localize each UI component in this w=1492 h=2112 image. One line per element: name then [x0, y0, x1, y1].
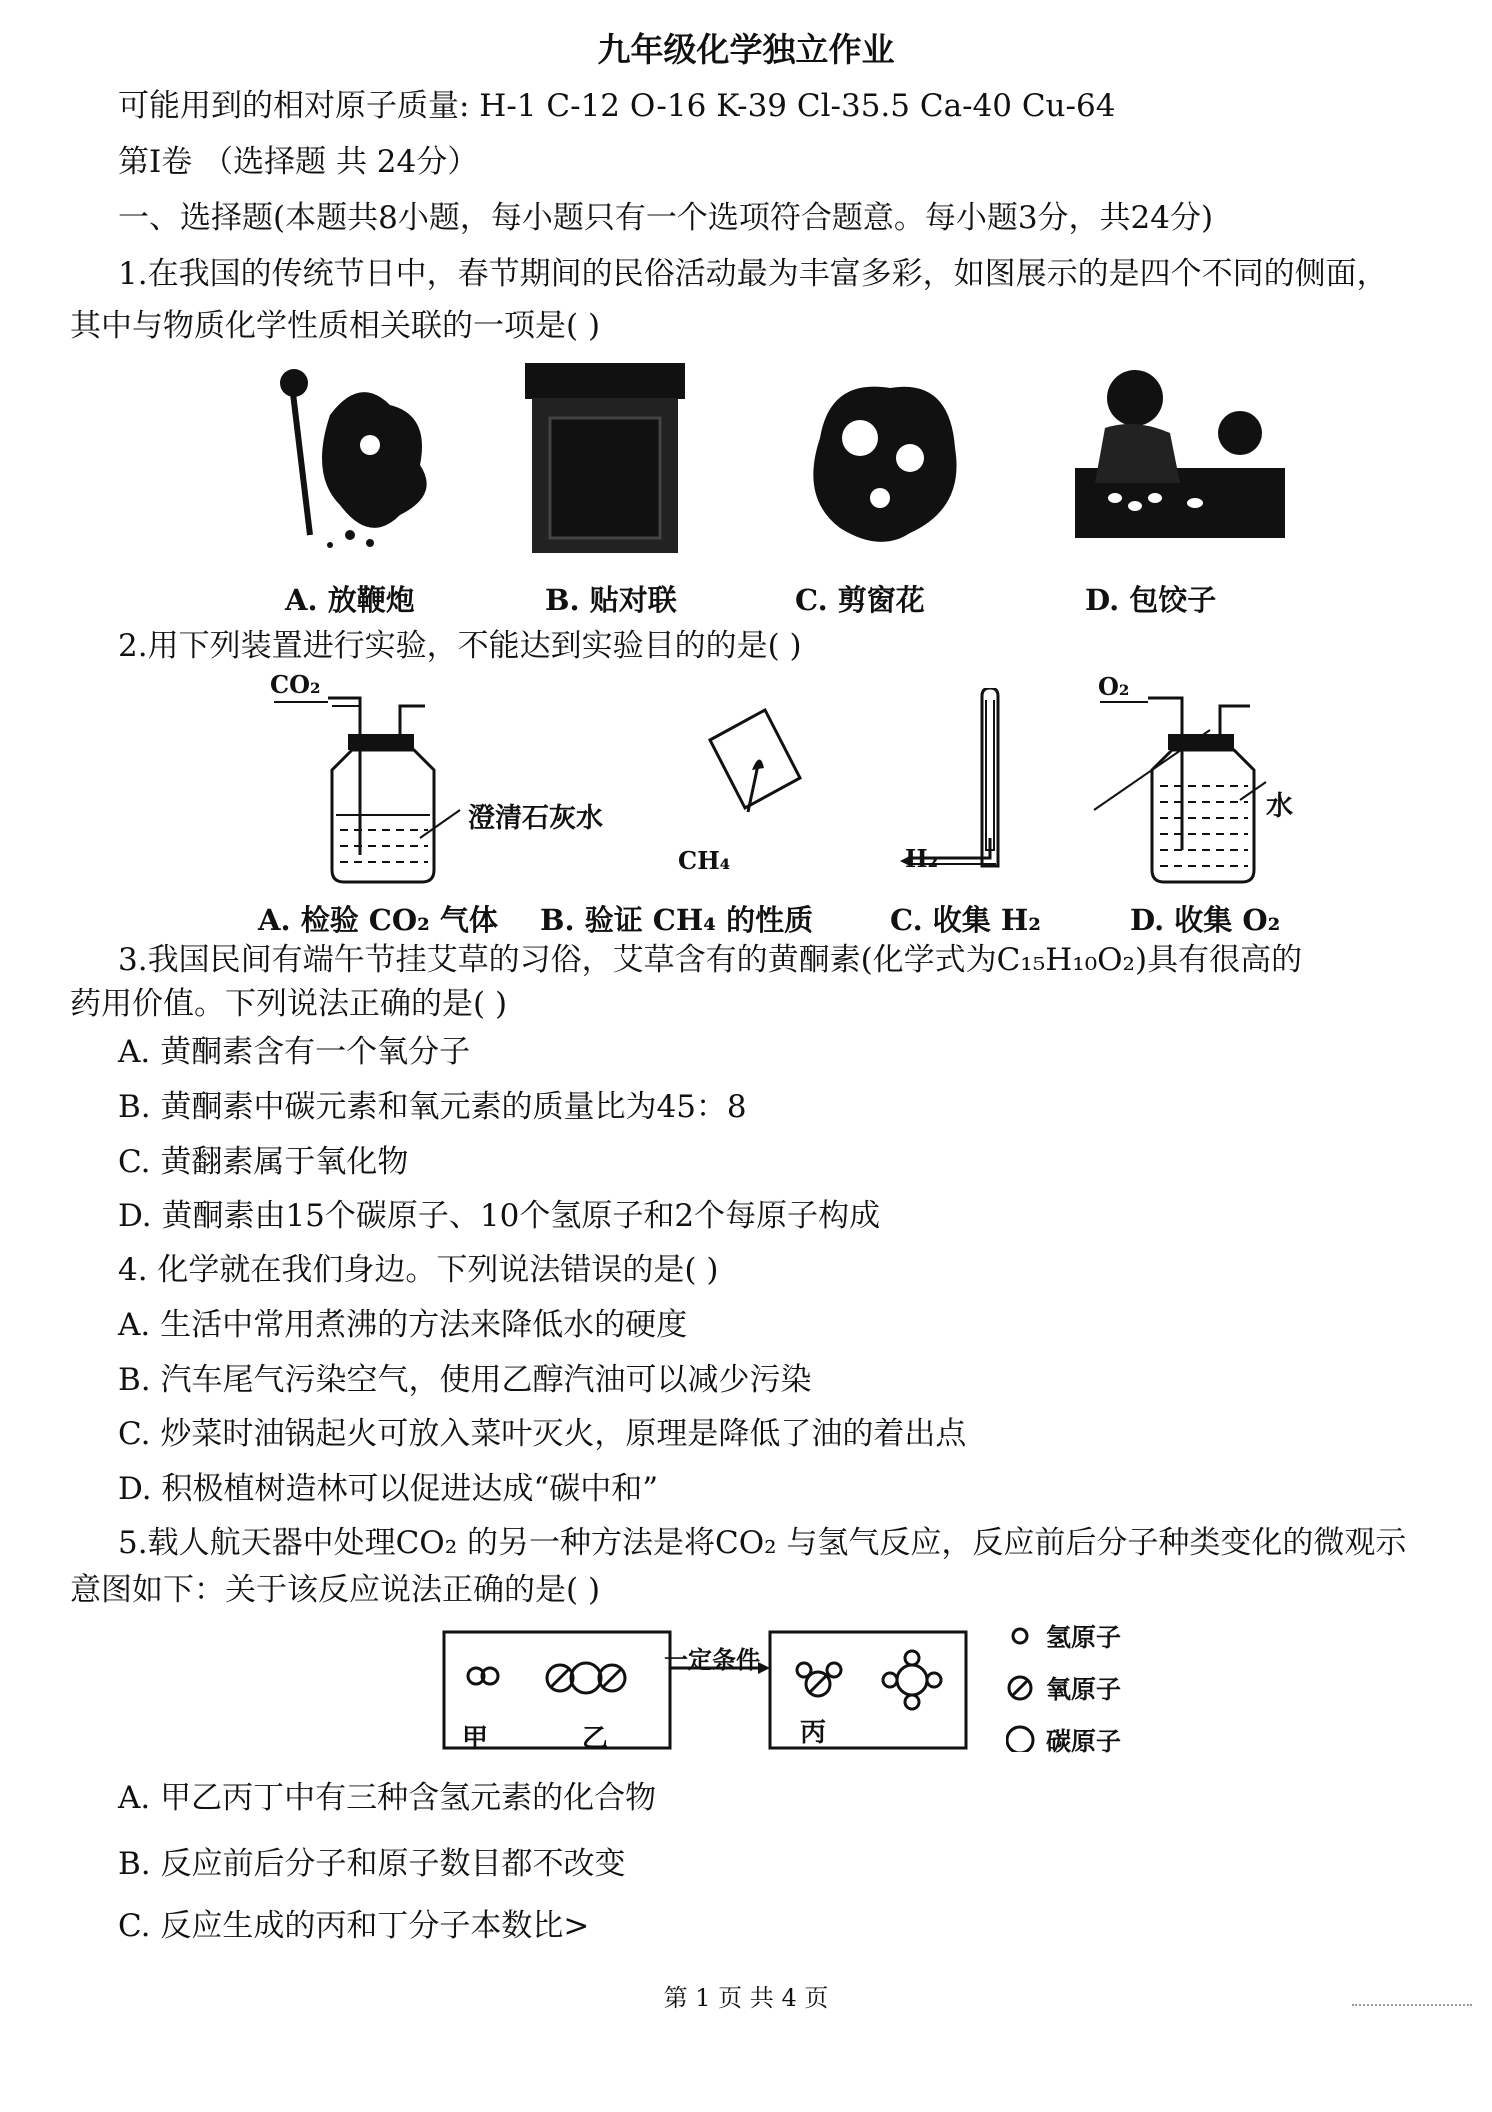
q2-limewater-label: 澄清石灰水	[468, 803, 603, 834]
couplet-image	[520, 358, 690, 558]
q3-option-b: B. 黄酮素中碳元素和氧元素的质量比为45：8	[118, 1089, 747, 1125]
reactant-jia-label: 甲	[462, 1724, 489, 1754]
q5-option-a: A. 甲乙丙丁中有三种含氢元素的化合物	[118, 1780, 657, 1816]
q1-option-a: A. 放鞭炮	[285, 583, 415, 617]
reaction-condition: 一定条件	[664, 1645, 760, 1674]
page-title: 九年级化学独立作业	[597, 30, 895, 69]
q2-h2-label: H₂	[905, 844, 939, 873]
q2-o2-label: O₂	[1098, 672, 1130, 701]
q4-option-d: D. 积极植树造林可以促进达成“碳中和”	[118, 1471, 659, 1507]
q5-option-b: B. 反应前后分子和原子数目都不改变	[118, 1846, 626, 1882]
q1-option-c: C. 剪窗花	[795, 583, 925, 617]
section-title: 第Ⅰ卷 （选择题 共 24分）	[118, 144, 479, 180]
q1-stem-line1: 1.在我国的传统节日中，春节期间的民俗活动最为丰富多彩，如图展示的是四个不同的侧面，	[118, 256, 1388, 292]
apparatus-d-water-bottle	[1090, 670, 1290, 895]
dumplings-image	[1075, 358, 1285, 538]
apparatus-a-limewater-bottle	[260, 670, 700, 895]
q5-stem-line2: 意图如下：关于该反应说法正确的是( )	[70, 1572, 601, 1608]
page-number: 第 1 页 共 4 页	[663, 1984, 829, 2012]
firecracker-image	[270, 355, 450, 555]
q2-option-d: D. 收集 O₂	[1130, 903, 1281, 937]
q1-option-b: B. 贴对联	[545, 583, 677, 617]
q2-stem: 2.用下列装置进行实验，不能达到实验目的的是( )	[118, 628, 802, 664]
q3-option-a: A. 黄酮素含有一个氧分子	[118, 1034, 471, 1070]
q5-option-c: C. 反应生成的丙和丁分子本数比>	[118, 1908, 590, 1944]
legend-hydrogen: 氢原子	[1046, 1623, 1122, 1652]
q4-stem: 4. 化学就在我们身边。下列说法错误的是( )	[118, 1252, 719, 1288]
q1-option-d: D. 包饺子	[1085, 583, 1217, 617]
q3-option-d: D. 黄酮素由15个碳原子、10个氢原子和2个每原子构成	[118, 1198, 881, 1234]
q2-co2-label: CO₂	[270, 670, 321, 699]
q5-stem-line1: 5.载人航天器中处理CO₂ 的另一种方法是将CO₂ 与氢气反应，反应前后分子种类变化的微观示	[118, 1525, 1407, 1561]
part-instructions: 一、选择题(本题共8小题，每小题只有一个选项符合题意。每小题3分，共24分)	[118, 200, 1214, 236]
q3-stem-line1: 3.我国民间有端午节挂艾草的习俗，艾草含有的黄酮素(化学式为C₁₅H₁₀O₂)具有很高的	[118, 942, 1303, 978]
q2-option-a: A. 检验 CO₂ 气体	[258, 903, 498, 937]
q4-option-a: A. 生活中常用煮沸的方法来降低水的硬度	[118, 1307, 688, 1343]
q4-option-b: B. 汽车尾气污染空气，使用乙醇汽油可以减少污染	[118, 1362, 812, 1398]
q2-option-b: B. 验证 CH₄ 的性质	[540, 903, 814, 937]
q2-ch4-label: CH₄	[678, 846, 731, 875]
legend-icons	[1006, 1622, 1042, 1752]
paper-cutting-image	[790, 358, 970, 558]
scan-mark	[1352, 2004, 1472, 2010]
q3-option-c: C. 黄翻素属于氧化物	[118, 1144, 409, 1180]
q3-stem-line2: 药用价值。下列说法正确的是( )	[70, 986, 508, 1022]
q2-option-c: C. 收集 H₂	[890, 903, 1041, 937]
reactant-yi-label: 乙	[582, 1724, 609, 1754]
product-bing-label: 丙	[800, 1718, 827, 1748]
q2-water-label: 水	[1266, 791, 1293, 822]
q1-stem-line2: 其中与物质化学性质相关联的一项是( )	[70, 308, 601, 344]
legend-oxygen: 氧原子	[1046, 1675, 1122, 1704]
q4-option-c: C. 炒菜时油锅起火可放入菜叶灭火，原理是降低了油的着出点	[118, 1416, 967, 1452]
legend-carbon: 碳原子	[1046, 1727, 1122, 1756]
apparatus-b-inverted-beaker	[690, 700, 810, 830]
atomic-masses: 可能用到的相对原子质量: H-1 C-12 O-16 K-39 Cl-35.5 Ca-40 Cu-64	[118, 88, 1116, 124]
